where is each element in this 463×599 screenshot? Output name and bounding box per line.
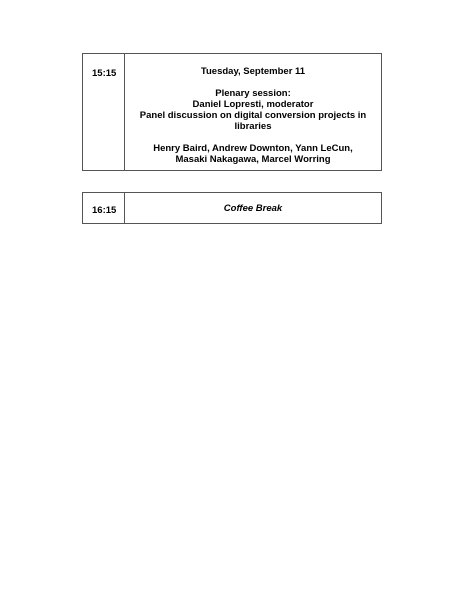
session-panelists-line-2: Masaki Nakagawa, Marcel Worring bbox=[175, 154, 331, 165]
break-label: Coffee Break bbox=[223, 203, 283, 214]
session-moderator: Daniel Lopresti, moderator bbox=[192, 99, 314, 110]
session-type: Plenary session: bbox=[215, 88, 291, 99]
session-panelists-line-1: Henry Baird, Andrew Downton, Yann LeCun, bbox=[153, 143, 353, 154]
session-details bbox=[125, 54, 381, 170]
session-block bbox=[82, 53, 382, 171]
session-title-line-1: Panel discussion on digital conversion projects in bbox=[139, 110, 367, 121]
break-block bbox=[82, 192, 382, 224]
session-day: Tuesday, September 11 bbox=[200, 66, 306, 77]
break-time: 16:15 bbox=[83, 193, 125, 223]
session-title-line-2: libraries bbox=[234, 121, 272, 132]
break-details bbox=[125, 193, 381, 223]
session-time: 15:15 bbox=[83, 54, 125, 170]
